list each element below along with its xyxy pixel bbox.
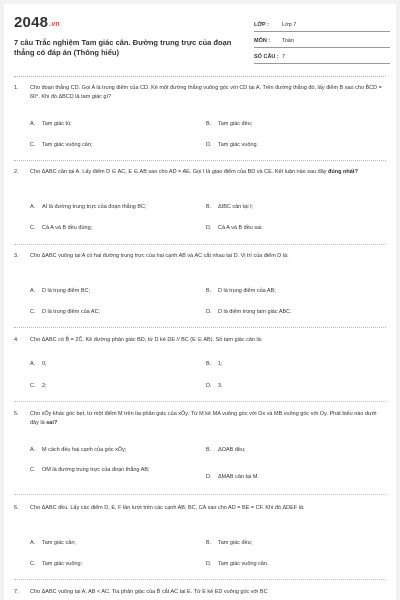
question-5 [14, 410, 386, 428]
option-c[interactable]: C. Tam giác vuông cân; [30, 142, 93, 148]
option-c[interactable]: C. Tam giác vuông; [30, 561, 83, 567]
question-number: 6. [14, 505, 19, 511]
info-class [254, 18, 390, 32]
option-b[interactable]: B. Tam giác đều; [206, 540, 253, 546]
option-d[interactable]: D. D là điểm trong tam giác ABC. [206, 309, 292, 315]
option-a[interactable]: A. AI là đường trung trực của đoạn thẳng BC; [30, 204, 147, 210]
question-3 [14, 252, 386, 261]
option-d[interactable]: D. Cả A và B đều sai. [206, 225, 263, 231]
info-label: SỐ CÂU : [254, 53, 279, 60]
option-a[interactable]: A. M cách đều hai cạnh của góc xÔy; [30, 447, 127, 453]
question-text: Cho ΔABC vuông tại A có hai đường trung trực của hai cạnh AB và AC cắt nhau tại D. Vị trí của điểm D là: [30, 253, 289, 259]
question-2 [14, 168, 386, 177]
question-number: 4. [14, 337, 19, 343]
question-text: Cho ΔABC có B̂ = 2Ĉ. Kẻ đường phân giác BD, từ D kẻ DE // BC (E ∈ AB). Số tam giác cân là: [30, 337, 263, 343]
option-d[interactable]: D. Tam giác vuông cân. [206, 561, 269, 567]
question-7 [14, 588, 386, 597]
question-number: 1. [14, 85, 19, 91]
question-number: 5. [14, 411, 19, 417]
question-divider [14, 494, 386, 495]
header-divider [14, 76, 386, 77]
option-c[interactable]: C. 2; [30, 383, 47, 389]
question-divider [14, 160, 386, 161]
info-label: LỚP : [254, 21, 269, 28]
document-header [4, 4, 396, 76]
document-page [4, 4, 396, 600]
question-text: Cho xÔy khác góc bẹt, từ một điểm M trên tia phân giác của xÔy. Từ M kẻ MA vuông góc với Ox và MB vuông góc với Oy. Phát biểu nào dưới đây là sai? [30, 411, 377, 426]
question-emphasis: sai? [46, 420, 58, 426]
option-b[interactable]: B. ΔOAB đều; [206, 447, 246, 453]
question-4 [14, 336, 386, 345]
option-c[interactable]: C. Cả A và B đều đúng; [30, 225, 93, 231]
option-d[interactable]: D. 3. [206, 383, 223, 389]
question-1 [14, 84, 386, 102]
question-text: Cho đoạn thẳng CD. Gọi A là trung điểm của CD. Kẻ một đường thẳng vuông góc với CD tại A. Trên đường thẳng đó, lấy điểm B sao cho B̂CD = 60°. Khi đó ΔBCD là tam giác gì? [30, 85, 382, 100]
info-value: Lớp 7 [282, 21, 297, 28]
question-number: 2. [14, 169, 19, 175]
option-b[interactable]: B. 1; [206, 361, 223, 367]
info-value: 7 [282, 53, 286, 60]
question-divider [14, 327, 386, 328]
option-d[interactable]: D. Tam giác vuông. [206, 142, 259, 148]
info-value: Toán [282, 37, 294, 44]
option-a[interactable]: A. Tam giác tù; [30, 121, 72, 127]
info-count [254, 50, 390, 64]
option-a[interactable]: A. Tam giác cân; [30, 540, 76, 546]
option-c[interactable]: C. OM là đường trung trực của đoạn thẳng AB; [30, 467, 150, 473]
info-subject [254, 34, 390, 48]
document-title: 7 câu Trắc nghiệm Tam giác cân. Đường trung trực của đoạn thẳng có đáp án (Thông hiểu) [14, 38, 232, 57]
question-number: 7. [14, 589, 19, 595]
question-divider [14, 244, 386, 245]
option-b[interactable]: B. Tam giác đều; [206, 121, 253, 127]
info-label: MÔN : [254, 37, 271, 44]
question-emphasis: đúng nhất? [328, 169, 358, 175]
question-6 [14, 504, 386, 513]
option-b[interactable]: B. ΔIBC cân tại I; [206, 204, 254, 210]
info-box [254, 18, 390, 66]
question-text: Cho ΔABC cân tại A. Lấy điểm D ∈ AC, E ∈ AB sao cho AD = AE. Gọi I là giao điểm của BD và CE. Kết luận nào sau đây đúng nhất? [30, 169, 358, 175]
option-a[interactable]: A. 0; [30, 361, 47, 367]
question-text: Cho ΔABC vuông tại A, AB < AC. Tia phân giác của B̂ cắt AC tại E. Từ E kẻ ED vuông góc với BC [30, 589, 268, 595]
option-c[interactable]: C. D là trung điểm của AC; [30, 309, 101, 315]
option-b[interactable]: B. D là trung điểm của AB; [206, 288, 276, 294]
question-number: 3. [14, 253, 19, 259]
option-a[interactable]: A. D là trung điểm BC; [30, 288, 90, 294]
site-logo[interactable]: 2048.vn [14, 14, 60, 31]
question-divider [14, 401, 386, 402]
question-divider [14, 579, 386, 580]
option-d[interactable]: D. ΔMAB cân tại M. [206, 474, 259, 480]
question-text: Cho ΔABC đều. Lấy các điểm D, E, F lần lượt trên các cạnh AB, BC, CA sao cho AD = BE = CF. Khi đó ΔDEF là: [30, 505, 305, 511]
